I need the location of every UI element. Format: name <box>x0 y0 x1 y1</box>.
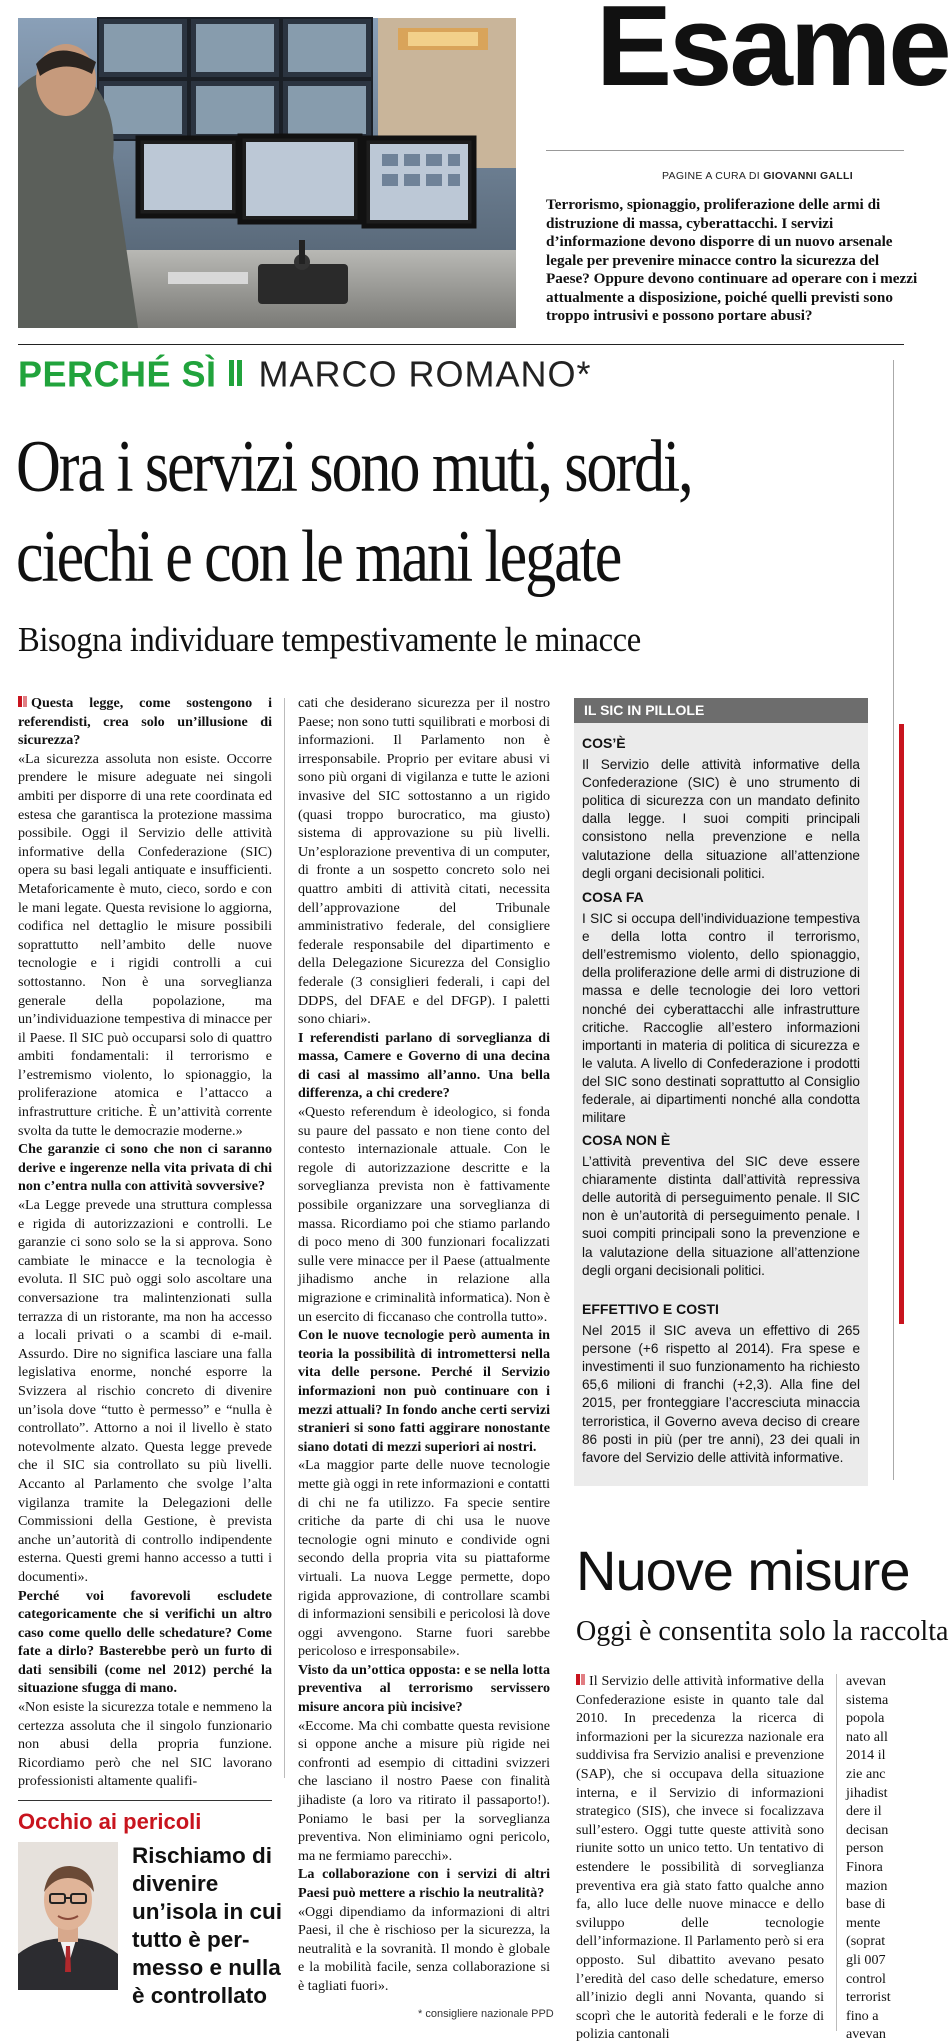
second-article-headline: Nuove misure <box>576 1539 910 1602</box>
answer: «Eccome. Ma chi combatte questa revisione si oppone anche a misure più rigide nei confronti ad esempio di cittadini svizzeri che lasciano il nostro Paese con finalità jihadiste (a loro va ritirato il passaporto!). Poniamo le basi per la sorveglianza preventiva. Non eliminiamo ogni pericolo, ma ne fermiamo parecchi». <box>298 1717 550 1864</box>
text-fragment: mente <box>846 1914 881 1931</box>
text-fragment: popola <box>846 1710 885 1727</box>
callout-quote: Rischiamo di divenire un’isola in cui tutto è per-messo e nulla è controllato <box>132 1843 283 2008</box>
column-divider <box>284 698 285 1778</box>
article-column-1 <box>18 694 272 1791</box>
text-fragment: base di <box>846 1896 886 1913</box>
sidebar-section-effettivo <box>582 1300 860 1467</box>
question: Visto da un’ottica opposta: e se nella lotta preventiva al terrorismo servissero misure ancora più incisive? <box>298 1661 550 1716</box>
headline-line-2: ciechi e con le mani legate <box>16 516 621 598</box>
question: I referendisti parlano di sorveglianza di massa, Camere e Governo di una decina di casi al massimo all’anno. Una bella differenza, a chi credere? <box>298 1029 550 1102</box>
text-fragment: 2014 il <box>846 1747 886 1764</box>
sidebar-section-cose <box>582 734 860 883</box>
text-fragment: jihadist <box>846 1784 888 1801</box>
second-article-text: Il Servizio delle attività informative della Confederazione esiste in quanto tale dal 2010. In precedenza la ricerca di informazioni per la sicurezza nazionale era suddivisa fra Servizio analisi e prevenzione (SAP), che si occupava della situazione interna, e il Servizio di informazioni strategico (SIS), che invece si focalizzava sull’estero. Oggi tutte queste attività sono riunite sotto un unico tetto. Un tentativo di estendere le possibilità di sorveglianza preventiva era già stato fatto qualche anno fa, allo luce delle nuove minacce e dello sviluppo delle tecnologie dell’informazione. Il Parlamento però si era opposto. Sul dibattito avevano pesato l’eredità del caso delle schedature, emerso all’inizio degli anni Novanta, quando si scoprì che le autorità federali e le forze di polizia cantonali <box>576 1673 824 2043</box>
text-fragment: fino a <box>846 2007 879 2024</box>
second-article-column-1 <box>576 1672 824 2044</box>
control-room-illustration <box>18 18 516 328</box>
callout-rule <box>18 1800 272 1801</box>
answer: «Oggi dipendiamo da informazioni di altri Paesi, il che è rischioso per la sicurezza, la neutralità e la sovranità. Il mondo è globale e la mobilità facile, senza collaborazione si è tagliati fuori». <box>298 1903 550 1994</box>
text-fragment: avevan <box>846 2026 886 2043</box>
article-headline <box>16 422 755 602</box>
headline-line-1: Ora i servizi sono muti, sordi, <box>16 426 692 508</box>
answer: «La Legge prevede una struttura complessa e rigida di autorizzazioni e controlli. Le garanzie ci sono solo se la si approva. Sono cambiate le minacce e la tecnologia è evoluta. Il SIC può oggi solo ascoltare una conversazione tra malintenzionati sulla terrazza di un ristorante, ma non ha accesso a locali privati o a scambi di e-mail. Assurdo. Dire no significa lasciare una falla legislativa enorme, nonché esporre la Svizzera al rischio concreto di divenire un’isola dove “tutto è permesso” e “nulla è controllato”. Attorno a noi il livello è stato notevolmente alzato. Questa legge prevede che il SIC sia controllato su più livelli. Accanto al Parlamento che svolge l’alta vigilanza tramite la Delegazioni delle Commissioni della Gestione, è prevista anche un’autorità di controllo indipendente esterna. Questi gremi hanno accesso a tutti i documenti». <box>18 1197 272 1585</box>
text-fragment: nato all <box>846 1728 888 1745</box>
question: Che garanzie ci sono che non ci saranno derive e ingerenze nella vita privata di chi non c’entra nulla con attività sovversive? <box>18 1141 272 1195</box>
column-divider <box>836 1674 837 2031</box>
sidebar-text: Nel 2015 il SIC aveva un effettivo di 265 persone (+6 rispetto al 2014). Fra spese e investimenti il suo funzionamento ha richiesto 65,6 milioni di franchi (+2,3). Alla fine del 2015, per fronteggiare l’accresciuta minaccia terroristica, il Governo aveva deciso di creare 86 posti in più (per tre anni), 23 dei quali in favore del Servizio delle attività informative. <box>582 1323 860 1465</box>
question: Questa legge, come sostengono i referendisti, crea solo un’illusione di sicurezza? <box>18 695 272 749</box>
text-fragment: gli 007 <box>846 1951 886 1968</box>
second-article-subhead: Oggi è consentita solo la raccolta <box>576 1616 949 1647</box>
sidebar-text: L’attività preventiva del SIC deve essere chiaramente distinta dall’attività repressiva delle autorità di perseguimento penale. Il SIC non è un’autorità di perseguimento penale. I suoi compiti principali sono la prevenzione e la valutazione della situazione all’attenzione degli organi decisionali politici. <box>582 1154 860 1278</box>
red-marker-icon <box>18 696 22 707</box>
sidebar-title: IL SIC IN PILLOLE <box>574 698 868 723</box>
answer: cati che desiderano sicurezza per il nostro Paese; non sono tutti squilibrati e morbosi di informazioni. Il Parlamento non è irresponsabile. Proprio per evitare abusi vi sono più organi di vigilanza e tutte le azioni invasive del SIC sottostanno a un rigido (quasi troppo burocratico, ma giusto) sistema di approvazione su più livelli. Un’esplorazione preventiva di un computer, di fronte a un sospetto concreto solo nei quattro ambiti di attività citati, necessita dell’approvazione del Tribunale amministrativo federale, del consigliere federale responsabile del dipartimento e della Delegazione Sicurezza del Consiglio federale (3 consiglieri federali, i capi del DDPS, del DFAE e del DFGP). I paletti sono chiari». <box>298 695 550 1028</box>
section-intro: Terrorismo, spionaggio, proliferazione delle armi di distruzione di massa, cyberattacchi. I servizi d’informazione devono disporre di un nuovo arsenale legale per prevenire minacce contro la sicurezza del Paese? Oppure devono continuare ad operare con i mezzi attualmente a disposizione, poiché quelli previsti sono troppo intrusivi e possono portare abusi? <box>546 196 918 324</box>
second-article-column-2 <box>846 1672 936 2044</box>
text-fragment: Finora <box>846 1858 883 1875</box>
text-fragment: terrorist <box>846 1989 891 2006</box>
text-fragment: avevan <box>846 1673 886 1689</box>
article-kicker <box>18 353 592 398</box>
text-fragment: mazion <box>846 1877 888 1894</box>
text-fragment: dere il <box>846 1803 882 1820</box>
author-portrait <box>18 1842 118 1990</box>
sidebar-heading: COSA FA <box>582 889 644 905</box>
red-marker-icon <box>576 1674 580 1685</box>
masthead-rule <box>546 150 904 151</box>
section-masthead: Esame <box>596 0 949 110</box>
sidebar-text: Il Servizio delle attività informative della Confederazione (SIC) è uno strumento di politica di sicurezza con un mandato definito dalla legge. I suoi compiti principali consistono nella prevenzione e nella valutazione della situazione all’attenzione degli organi decisionali politici. <box>582 757 860 881</box>
sidebar-heading: EFFETTIVO E COSTI <box>582 1301 719 1317</box>
text-fragment: zie anc <box>846 1765 886 1782</box>
question: La collaborazione con i servizi di altri Paesi può mettere a rischio la neutralità? <box>298 1866 550 1901</box>
text-fragment: decisan <box>846 1821 889 1838</box>
question: Perché voi favorevoli escludete categoricamente che si verifichi un altro caso come quello delle schedature? Come fate a dirlo? Basterebbe però un furto di dati sensibili (come nel 2012) perché la situazione sfugga di mano. <box>18 1587 272 1697</box>
question: Con le nuove tecnologie però aumenta in teoria la possibilità di intromettersi nella vita delle persone. Perché il Servizio informazioni non può continuare con i mezzi attuali? In fondo anche certi servizi stranieri si sono fatti aggirare nonostante siano dotati di mezzi superiori ai nostri. <box>298 1327 550 1455</box>
answer: «Non esiste la sicurezza totale e nemmeno la certezza assoluta che il singolo funzionario non abusi della propria funzione. Ricordiamo però che nel SIC lavorano professionisti altamente qualifi- <box>18 1699 272 1790</box>
text-fragment: sistema <box>846 1691 889 1708</box>
callout-title: Occhio ai pericoli <box>18 1809 202 1834</box>
sidebar-section-cosa-fa <box>582 888 860 1127</box>
author-byline: * consigliere nazionale PPD <box>418 2008 554 2020</box>
adjacent-page-red-strip <box>899 724 904 1324</box>
text-fragment: (soprat <box>846 1933 886 1950</box>
text-fragment: control <box>846 1970 886 1987</box>
sidebar-heading: COS’È <box>582 735 626 751</box>
page-credit: PAGINE A CURA DI GIOVANNI GALLI <box>662 170 853 182</box>
portrait-image <box>18 1842 118 1990</box>
answer: «La sicurezza assoluta non esiste. Occorre prendere le misure adeguate nei singoli ambiti per disporre di una rete coordinata ed estesa che garantisca la protezione massima possibile. Oggi il Servizio delle attività informative della Confederazione (SIC) opera su basi legali antiquate e insufficienti. Metaforicamente è muto, cieco, sordo e con le mani legate. Questa revisione lo aggiorna, codifica nel dettaglio le misure possibili soprattutto nell’ambito delle nuove tecnologie e i rigidi controlli a cui sottostanno. Non è una sorveglianza generale della popolazione, ma un’individuazione tempestiva di minacce per il Paese. Il SIC può occuparsi solo di quattro ambiti fondamentali: il terrorismo e l’estremismo violento, lo spionaggio, la proliferazione atomica e l’attacco a infrastrutture critiche. È un’attività corrente svolta da tutte le democrazie moderne.» <box>18 750 272 1139</box>
sidebar-heading: COSA NON È <box>582 1132 671 1148</box>
sidebar-text: I SIC si occupa dell’individuazione tempestiva e della lotta contro il terrorismo, dell’estremismo violento, dello spionaggio, della proliferazione delle armi di distruzione di massa e delle tecnologie dei loro vettori nonché dei cyberattacchi alle infrastrutture critiche. Raccoglie all’estero informazioni importanti in materia di politica di sicurezza e le valuta. A livello di Confederazione i prodotti del SIC sono destinati soprattutto al Consiglio federale, ai dipartimenti nonché alla condotta militare <box>582 911 860 1126</box>
article-column-2 <box>298 694 550 1996</box>
top-rule <box>18 344 904 345</box>
sidebar-section-cosa-non-e <box>582 1131 860 1280</box>
surveillance-photo <box>18 18 516 328</box>
author-name: MARCO ROMANO* <box>258 353 592 395</box>
text-fragment: person <box>846 1840 884 1857</box>
kicker-bars-icon <box>229 356 245 392</box>
kicker-label: PERCHÉ SÌ <box>18 353 217 395</box>
answer: «Questo referendum è ideologico, si fonda su paure del passato e non tiene conto del contesto internazionale attuale. Con le regole di autorizzazione descritte e la sorveglianza prevista non è fattivamente possibile organizzare una sorveglianza di massa. Ricordiamo poi che stiamo parlando di poco meno di 300 funzionari focalizzati sulle vere minacce per il Paese (attualmente jihadismo anche in relazione alla migrazione e criminalità informatica). Non è un esercito di ficcanaso che controlla tutto». <box>298 1104 551 1325</box>
answer: «La maggior parte delle nuove tecnologie mette già oggi in rete informazioni e contatti di chi ne fa utilizzo. Fa specie sentire critiche da parte di chi usa le nuove tecnologie ogni minuto e condivide ogni secondo della propria vita su piattaforme virtuali. La nuova Legge permette, dopo rigida approvazione, di controllare scambi di informazioni sensibili e pericolosi là dove oggi avvengono. Starne fuori sarebbe pericoloso e irresponsabile». <box>298 1457 550 1660</box>
article-subhead: Bisogna individuare tempestivamente le minacce <box>18 620 641 659</box>
